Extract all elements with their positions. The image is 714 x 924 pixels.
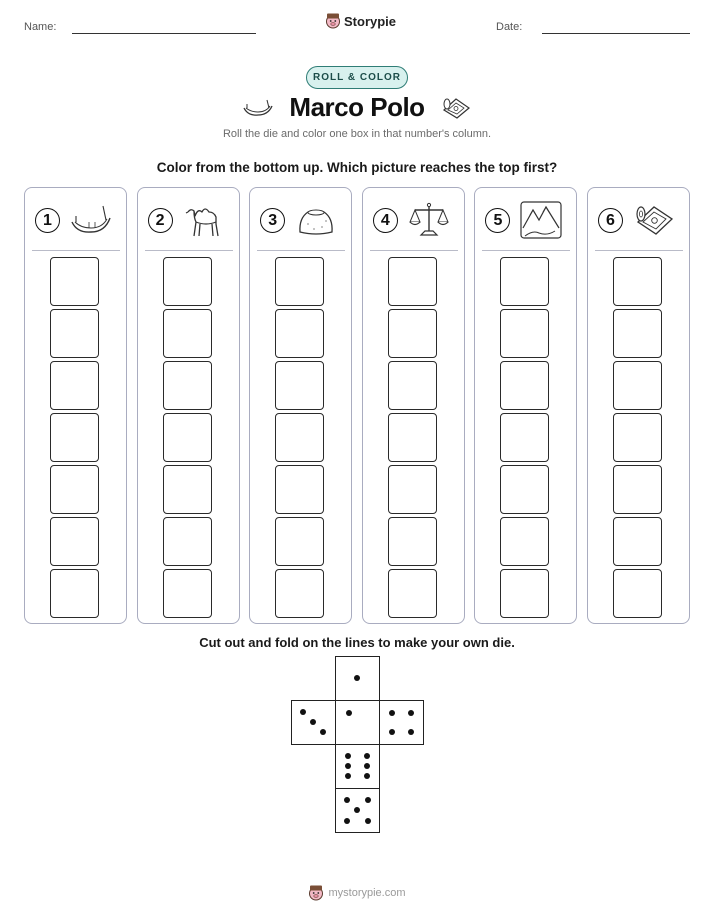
carpet-icon xyxy=(440,96,472,120)
pip xyxy=(364,773,370,779)
color-box[interactable] xyxy=(613,361,662,410)
name-label: Name: xyxy=(24,21,57,33)
color-box[interactable] xyxy=(388,257,437,306)
color-box[interactable] xyxy=(163,257,212,306)
die-face-5 xyxy=(335,788,380,833)
color-box[interactable] xyxy=(50,257,99,306)
color-box[interactable] xyxy=(500,413,549,462)
column-6 xyxy=(587,187,690,624)
footer-url[interactable]: mystorypie.com xyxy=(328,887,406,899)
brand-name: Storypie xyxy=(344,13,397,29)
color-box[interactable] xyxy=(275,465,324,514)
pip xyxy=(345,773,351,779)
number-circle: 6 xyxy=(598,208,623,233)
color-box[interactable] xyxy=(388,309,437,358)
color-box[interactable] xyxy=(613,257,662,306)
date-line[interactable] xyxy=(542,33,690,34)
color-box[interactable] xyxy=(163,517,212,566)
color-box[interactable] xyxy=(500,569,549,618)
die-face-1-center xyxy=(335,700,380,745)
color-box[interactable] xyxy=(613,413,662,462)
column-1 xyxy=(24,187,127,624)
pip xyxy=(408,729,414,735)
camel-icon xyxy=(182,200,226,240)
color-columns xyxy=(24,187,690,624)
color-box[interactable] xyxy=(275,517,324,566)
pip xyxy=(320,729,326,735)
column-header xyxy=(250,188,351,250)
color-box[interactable] xyxy=(50,517,99,566)
pip xyxy=(364,763,370,769)
pip xyxy=(354,675,360,681)
page-title: Marco Polo xyxy=(289,92,425,122)
number-circle: 1 xyxy=(35,208,60,233)
color-box[interactable] xyxy=(388,413,437,462)
column-header xyxy=(25,188,126,250)
pip xyxy=(389,729,395,735)
storypie-logo xyxy=(325,13,396,29)
color-box[interactable] xyxy=(500,465,549,514)
pip xyxy=(344,818,350,824)
color-box[interactable] xyxy=(50,361,99,410)
color-box[interactable] xyxy=(275,413,324,462)
pip xyxy=(346,710,352,716)
pip xyxy=(354,807,360,813)
roll-and-color-badge: ROLL & COLOR xyxy=(306,66,408,89)
column-divider xyxy=(32,250,120,251)
pip xyxy=(344,797,350,803)
color-box[interactable] xyxy=(275,569,324,618)
color-box[interactable] xyxy=(388,569,437,618)
gondola-icon xyxy=(69,200,113,240)
footer xyxy=(0,885,714,901)
number-circle: 4 xyxy=(373,208,398,233)
color-box[interactable] xyxy=(163,465,212,514)
color-box[interactable] xyxy=(275,361,324,410)
column-2 xyxy=(137,187,240,624)
color-box[interactable] xyxy=(163,569,212,618)
column-5 xyxy=(474,187,577,624)
pip xyxy=(365,797,371,803)
column-3 xyxy=(249,187,352,624)
color-box[interactable] xyxy=(50,569,99,618)
die-instruction: Cut out and fold on the lines to make your own die. xyxy=(199,635,515,650)
number-circle: 3 xyxy=(260,208,285,233)
color-box[interactable] xyxy=(388,517,437,566)
color-box[interactable] xyxy=(613,465,662,514)
color-box[interactable] xyxy=(388,465,437,514)
color-box[interactable] xyxy=(500,309,549,358)
column-divider xyxy=(482,250,570,251)
column-header xyxy=(588,188,689,250)
color-box[interactable] xyxy=(500,257,549,306)
die-face-3 xyxy=(291,700,336,745)
column-divider xyxy=(257,250,345,251)
scales-icon xyxy=(407,200,451,240)
number-circle: 2 xyxy=(148,208,173,233)
color-box[interactable] xyxy=(500,517,549,566)
column-4 xyxy=(362,187,465,624)
color-box[interactable] xyxy=(275,309,324,358)
color-box[interactable] xyxy=(388,361,437,410)
color-box[interactable] xyxy=(50,465,99,514)
color-box[interactable] xyxy=(50,413,99,462)
column-divider xyxy=(595,250,683,251)
name-line[interactable] xyxy=(72,33,256,34)
number-circle: 5 xyxy=(485,208,510,233)
bowl-icon xyxy=(294,200,338,240)
color-box[interactable] xyxy=(163,309,212,358)
date-label: Date: xyxy=(496,21,523,33)
subtitle: Roll the die and color one box in that number's column. xyxy=(222,128,492,140)
pip xyxy=(364,753,370,759)
color-box[interactable] xyxy=(275,257,324,306)
pip xyxy=(345,763,351,769)
pig-mascot-icon xyxy=(325,13,341,29)
die-face-4 xyxy=(379,700,424,745)
color-box[interactable] xyxy=(163,413,212,462)
pip xyxy=(389,710,395,716)
color-box[interactable] xyxy=(163,361,212,410)
color-box[interactable] xyxy=(613,309,662,358)
pip xyxy=(365,818,371,824)
color-box[interactable] xyxy=(613,517,662,566)
pig-mascot-icon xyxy=(308,885,324,901)
column-divider xyxy=(370,250,458,251)
instruction: Color from the bottom up. Which picture reaches the top first? xyxy=(156,160,558,175)
pip xyxy=(345,753,351,759)
column-header xyxy=(475,188,576,250)
carpet-icon xyxy=(632,200,676,240)
color-box[interactable] xyxy=(500,361,549,410)
pip xyxy=(408,710,414,716)
mountains-icon xyxy=(519,200,563,240)
column-header xyxy=(363,188,464,250)
column-divider xyxy=(145,250,233,251)
color-box[interactable] xyxy=(613,569,662,618)
pip xyxy=(300,709,306,715)
pip xyxy=(310,719,316,725)
column-header xyxy=(138,188,239,250)
die-face-6 xyxy=(335,744,380,789)
die-face-1-top xyxy=(335,656,380,701)
color-box[interactable] xyxy=(50,309,99,358)
